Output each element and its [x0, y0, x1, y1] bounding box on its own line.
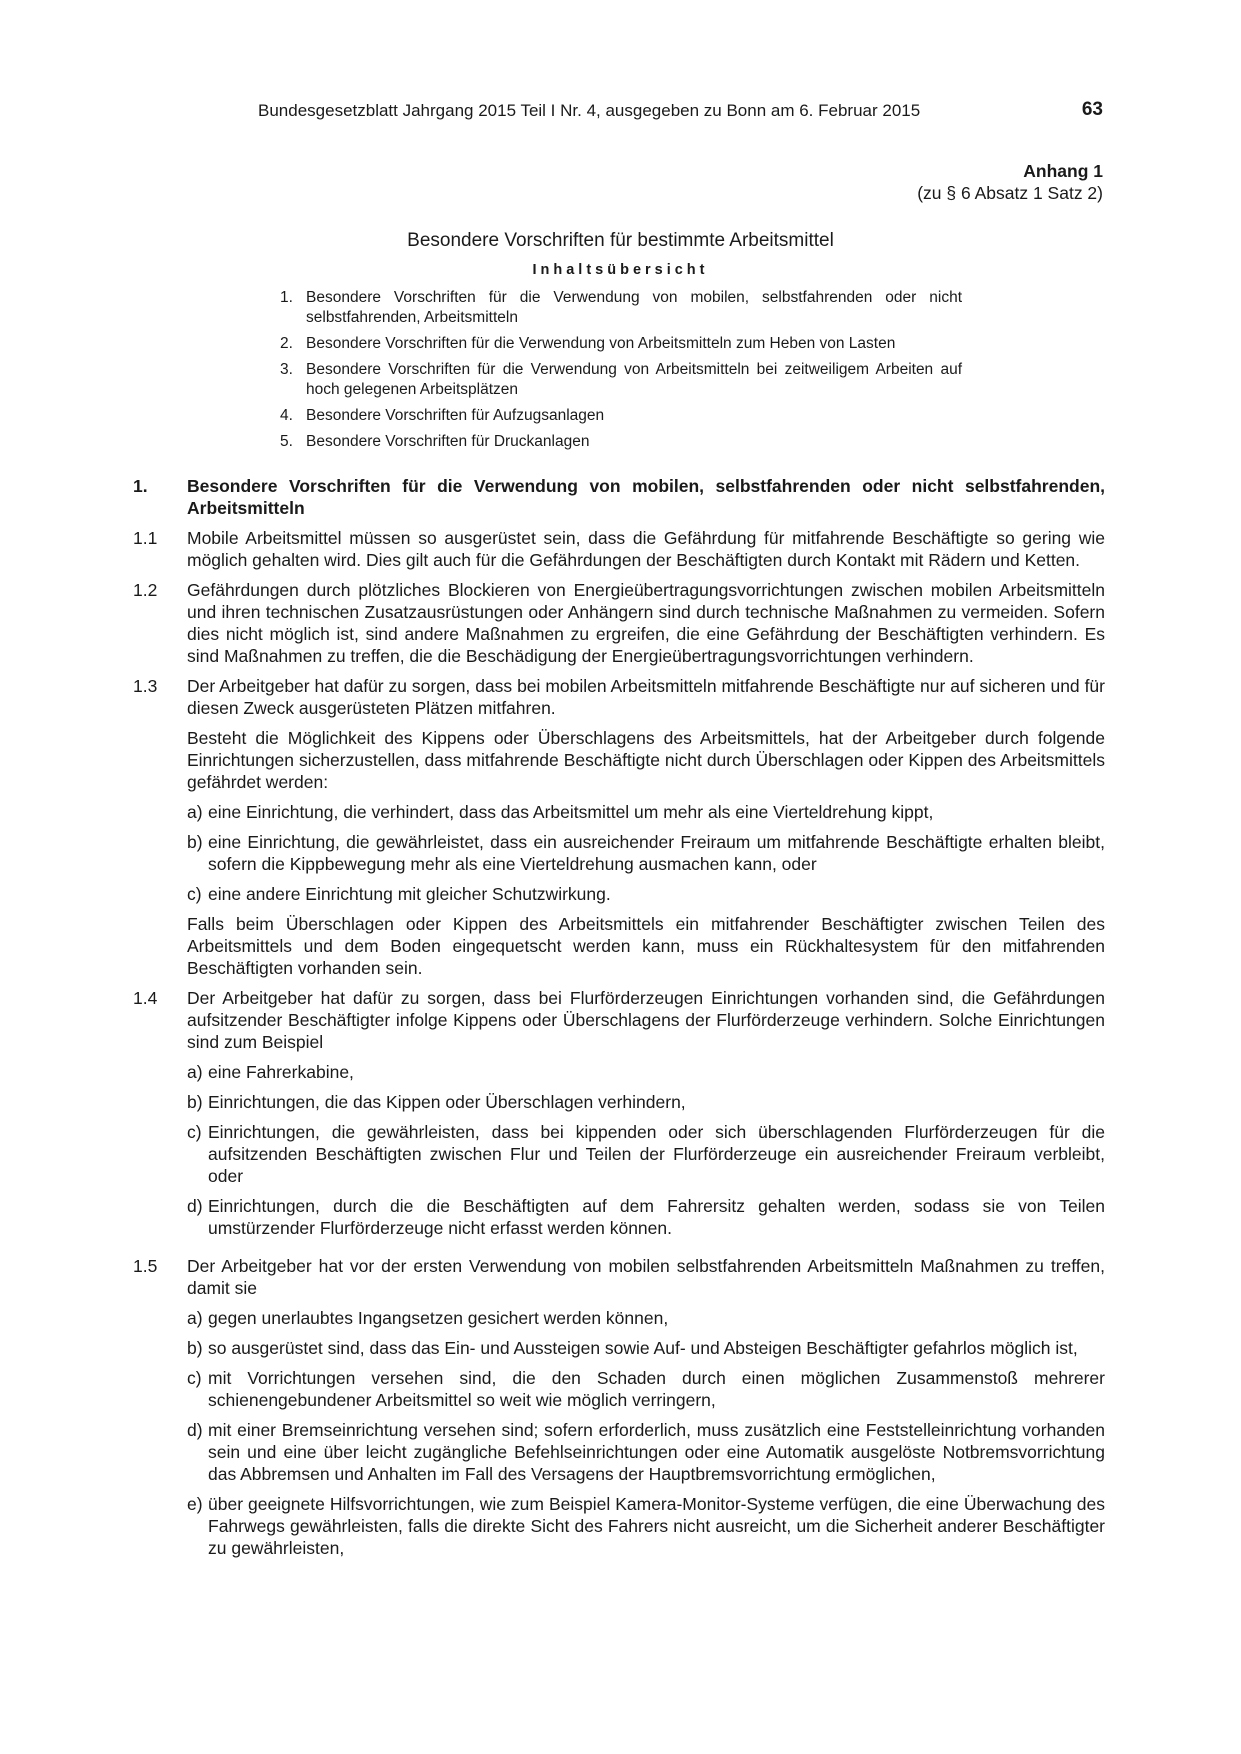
- list-item-text: Einrichtungen, die gewährleisten, dass bei kippenden oder sich überschlagenden Flurförderzeugen für die aufsitzenden Beschäftigten zwischen Flur und Teilen der Flurförderzeuge ein ausreichender Freiraum verbleibt, oder: [208, 1122, 1105, 1186]
- section-title: Besondere Vorschriften für die Verwendung von mobilen, selbstfahrenden oder nicht selbstfahrenden, Arbeitsmitteln: [187, 476, 1105, 518]
- section-number: 1.: [133, 476, 148, 496]
- list-item-text: eine andere Einrichtung mit gleicher Schutzwirkung.: [208, 884, 611, 904]
- paragraph-text: Gefährdungen durch plötzliches Blockieren von Energieübertragungsvorrichtungen zwischen mobilen Arbeitsmitteln und ihren technischen Zusatzausrüstungen oder Anhängern sind durch technische Maßnahmen zu vermeiden. Sofern dies nicht möglich ist, sind andere Maßnahmen zu ergreifen, die eine Gefährdung der Beschäftigten verhindern. Es sind Maßnahmen zu treffen, die die Beschädigung der Energieübertragungsvorrichtungen verhindern.: [187, 580, 1105, 666]
- paragraph-number: 1.3: [133, 676, 158, 696]
- list-item: [187, 801, 1105, 823]
- paragraph-text: Besteht die Möglichkeit des Kippens oder Überschlagens des Arbeitsmittels, hat der Arbeitgeber durch folgende Einrichtungen sicherzustellen, dass mitfahrende Beschäftigte nicht durch Überschlagen oder Kippen des Arbeitsmittels gefährdet werden:: [187, 728, 1105, 792]
- table-of-contents: [280, 288, 962, 458]
- paragraph-number: 1.1: [133, 528, 158, 548]
- toc-heading: Inhaltsübersicht: [532, 262, 709, 278]
- annex-reference: [917, 160, 1103, 204]
- list-item-letter: a): [187, 1308, 203, 1328]
- paragraph-number: 1.5: [133, 1256, 158, 1276]
- list-item-text: eine Einrichtung, die verhindert, dass das Arbeitsmittel um mehr als eine Vierteldrehung kippt,: [208, 802, 934, 822]
- paragraph-1-5: [133, 1255, 1105, 1567]
- paragraph-1-4: [133, 987, 1105, 1247]
- list-item: [187, 1121, 1105, 1187]
- toc-item: [280, 432, 962, 452]
- list-item: [187, 1419, 1105, 1485]
- paragraph-1-1: [133, 527, 1105, 571]
- list-item-letter: e): [187, 1494, 203, 1514]
- paragraph-text: Falls beim Überschlagen oder Kippen des Arbeitsmittels ein mitfahrender Beschäftigter zwischen Teilen des Arbeitsmittels und dem Boden eingequetscht werden kann, muss ein Rückhaltesystem für den mitfahrenden Beschäftigten vorhanden sein.: [187, 914, 1105, 978]
- paragraph-number: 1.2: [133, 580, 158, 600]
- list-item: [187, 1061, 1105, 1083]
- list-item-letter: b): [187, 1338, 203, 1358]
- toc-item-text: Besondere Vorschriften für die Verwendung von mobilen, selbstfahrenden oder nicht selbstfahrenden, Arbeitsmitteln: [306, 289, 962, 326]
- paragraph-text: Der Arbeitgeber hat dafür zu sorgen, dass bei Flurförderzeugen Einrichtungen vorhanden sind, die Gefährdungen aufsitzender Beschäftigter infolge Kippens oder Überschlagens der Flurförderzeuge verhindern. Solche Einrichtungen sind zum Beispiel: [187, 988, 1105, 1052]
- list-item: [187, 831, 1105, 875]
- toc-item-number: 3.: [280, 361, 293, 378]
- list-item-text: mit Vorrichtungen versehen sind, die den Schaden durch einen möglichen Zusammenstoß mehrerer schienengebundener Arbeitsmittel so weit wie möglich verringern,: [208, 1368, 1105, 1410]
- toc-item-number: 2.: [280, 335, 293, 352]
- toc-item-text: Besondere Vorschriften für die Verwendung von Arbeitsmitteln bei zeitweiligem Arbeiten auf hoch gelegenen Arbeitsplätzen: [306, 361, 962, 398]
- annex-title: Anhang 1: [1023, 161, 1103, 181]
- list-item-letter: a): [187, 802, 203, 822]
- toc-item-text: Besondere Vorschriften für Druckanlagen: [306, 433, 590, 450]
- list-item-text: so ausgerüstet sind, dass das Ein- und Aussteigen sowie Auf- und Absteigen Beschäftigter gefahrlos möglich ist,: [208, 1338, 1078, 1358]
- list-item: [187, 1337, 1105, 1359]
- toc-item-text: Besondere Vorschriften für Aufzugsanlagen: [306, 407, 605, 424]
- toc-item-number: 1.: [280, 289, 293, 306]
- annex-subtitle: (zu § 6 Absatz 1 Satz 2): [917, 183, 1103, 203]
- list-item-text: Einrichtungen, durch die die Beschäftigten auf dem Fahrersitz gehalten werden, sodass sie von Teilen umstürzender Flurförderzeuge nicht erfasst werden können.: [208, 1196, 1105, 1238]
- paragraph-text: Der Arbeitgeber hat vor der ersten Verwendung von mobilen selbstfahrenden Arbeitsmitteln Maßnahmen zu treffen, damit sie: [187, 1256, 1105, 1298]
- list-item-text: mit einer Bremseinrichtung versehen sind; sofern erforderlich, muss zusätzlich eine Feststelleinrichtung vorhanden sein und eine über leicht zugängliche Befehlseinrichtungen oder eine Automatik ausgelöste Notbremsvorrichtung das Abbremsen und Anhalten im Fall des Versagens der Hauptbremsvorrichtung ermöglichen,: [208, 1420, 1105, 1484]
- list-item-text: gegen unerlaubtes Ingangsetzen gesichert werden können,: [208, 1308, 669, 1328]
- page-header: [258, 100, 1103, 126]
- paragraph-number: 1.4: [133, 988, 158, 1008]
- list-item-text: Einrichtungen, die das Kippen oder Überschlagen verhindern,: [208, 1092, 686, 1112]
- toc-item-number: 4.: [280, 407, 293, 424]
- toc-item-text: Besondere Vorschriften für die Verwendung von Arbeitsmitteln zum Heben von Lasten: [306, 335, 896, 352]
- list-item-letter: b): [187, 832, 203, 852]
- toc-item: [280, 288, 962, 328]
- list-item-letter: c): [187, 1368, 202, 1388]
- list-item-text: eine Fahrerkabine,: [208, 1062, 354, 1082]
- list-item-letter: d): [187, 1420, 203, 1440]
- list-item: [187, 883, 1105, 905]
- paragraph-1-2: [133, 579, 1105, 667]
- document-title: Besondere Vorschriften für bestimmte Arbeitsmittel: [407, 230, 834, 251]
- paragraph-1-3: [133, 675, 1105, 979]
- list-item-letter: a): [187, 1062, 203, 1082]
- toc-item: [280, 406, 962, 426]
- list-item-letter: b): [187, 1092, 203, 1112]
- gazette-header: Bundesgesetzblatt Jahrgang 2015 Teil I Nr. 4, ausgegeben zu Bonn am 6. Februar 2015: [258, 101, 921, 120]
- toc-item: [280, 360, 962, 400]
- paragraph-text: Der Arbeitgeber hat dafür zu sorgen, dass bei mobilen Arbeitsmitteln mitfahrende Beschäftigte nur auf sicheren und für diesen Zweck ausgerüsteten Plätzen mitfahren.: [187, 676, 1105, 718]
- list-item-letter: c): [187, 884, 202, 904]
- list-item: [187, 1307, 1105, 1329]
- list-item: [187, 1367, 1105, 1411]
- page-number: 63: [1081, 99, 1103, 120]
- list-item-text: über geeignete Hilfsvorrichtungen, wie zum Beispiel Kamera-Monitor-Systeme verfügen, die eine Überwachung des Fahrwegs gewährleisten, falls die direkte Sicht des Fahrers nicht ausreicht, um die Sicherheit anderer Beschäftigter zu gewährleisten,: [208, 1494, 1105, 1558]
- toc-item-number: 5.: [280, 433, 293, 450]
- list-item-text: eine Einrichtung, die gewährleistet, dass ein ausreichender Freiraum um mitfahrende Beschäftigte erhalten bleibt, sofern die Kippbewegung mehr als eine Vierteldrehung ausmachen kann, oder: [208, 832, 1105, 874]
- section-heading: [133, 475, 1105, 519]
- paragraph-text: Mobile Arbeitsmittel müssen so ausgerüstet sein, dass die Gefährdung für mitfahrende Beschäftigte so gering wie möglich gehalten wird. Dies gilt auch für die Gefährdungen der Beschäftigten durch Kontakt mit Rädern und Ketten.: [187, 528, 1105, 570]
- list-item: [187, 1493, 1105, 1559]
- toc-item: [280, 334, 962, 354]
- list-item-letter: c): [187, 1122, 202, 1142]
- list-item: [187, 1091, 1105, 1113]
- main-content: [133, 475, 1105, 1575]
- list-item: [187, 1195, 1105, 1239]
- list-item-letter: d): [187, 1196, 203, 1216]
